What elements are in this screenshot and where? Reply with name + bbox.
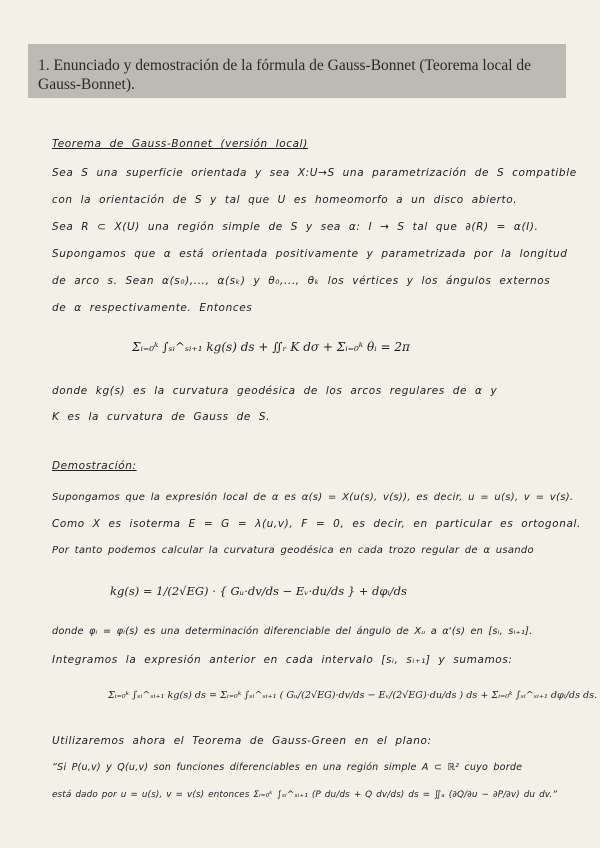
proof-line: Por tanto podemos calcular la curvatura geodésica en cada trozo regular de α usando xyxy=(52,545,534,556)
theorem-line: Sea R ⊂ X(U) una región simple de S y sea α: I → S tal que ∂(R) = α(I). xyxy=(52,221,539,233)
section-header xyxy=(28,44,566,98)
section-title-text: Enunciado y demostración de la fórmula de Gauss-Bonnet (Teorema local de Gauss-Bonnet). xyxy=(38,57,532,93)
theorem-line: Supongamos que α está orientada positivamente y parametrizada por la longitud xyxy=(52,248,568,260)
theorem-line: con la orientación de S y tal que U es homeomorfo a un disco abierto. xyxy=(52,194,518,206)
proof-heading: Demostración: xyxy=(52,460,137,472)
integral-sum-formula: Σᵢ₌₀ᵏ ∫ₛᵢ^ₛᵢ₊₁ kg(s) ds = Σᵢ₌₀ᵏ ∫ₛᵢ^ₛᵢ₊₁ ( Gᵤ/(2√EG)·dv/ds − Eᵥ/(2√EG)·du/ds ) ds + Σᵢ₌₀ᵏ ∫ₛᵢ^ₛᵢ₊₁ dφᵢ/ds ds. xyxy=(108,690,598,701)
proof-line: Utilizaremos ahora el Teorema de Gauss-Green en el plano: xyxy=(52,735,432,747)
theorem-line: Sea S una superficie orientada y sea X:U→S una parametrización de S compatible xyxy=(52,167,577,179)
theorem-after-line: K es la curvatura de Gauss de S. xyxy=(52,411,271,423)
proof-line: Integramos la expresión anterior en cada intervalo [sᵢ, sᵢ₊₁] y sumamos: xyxy=(52,654,513,666)
section-number: 1. xyxy=(38,57,50,74)
theorem-line: de arco s. Sean α(s₀),..., α(sₖ) y θ₀,..., θₖ los vértices y los ángulos externos xyxy=(52,275,551,287)
geodesic-curvature-formula: kg(s) = 1/(2√EG) · { Gᵤ·dv/ds − Eᵥ·du/ds } + dφᵢ/ds xyxy=(110,584,407,598)
proof-line: donde φᵢ = φᵢ(s) es una determinación diferenciable del ángulo de Xᵤ a α'(s) en [sᵢ, sᵢ₊₁]. xyxy=(52,626,533,637)
gauss-green-line: está dado por u = u(s), v = v(s) entonces Σᵢ₌₀ᵏ ∫ₛᵢ^ₛᵢ₊₁ (P du/ds + Q dv/ds) ds = ∬ₐ (∂Q/∂u − ∂P/∂v) du dv.” xyxy=(52,790,558,800)
gauss-bonnet-formula: Σᵢ₌₀ᵏ ∫ₛᵢ^ₛᵢ₊₁ kg(s) ds + ∬ᵣ K dσ + Σᵢ₌₀ᵏ θᵢ = 2π xyxy=(132,340,410,354)
section-title xyxy=(38,56,558,94)
proof-line: Supongamos que la expresión local de α es α(s) = X(u(s), v(s)), es decir, u = u(s), v = v(s). xyxy=(52,492,574,503)
gauss-green-line: “Si P(u,v) y Q(u,v) son funciones diferenciables en una región simple A ⊂ ℝ² cuyo borde xyxy=(52,762,523,773)
theorem-line: de α respectivamente. Entonces xyxy=(52,302,253,314)
proof-line: Como X es isoterma E = G = λ(u,v), F = 0, es decir, en particular es ortogonal. xyxy=(52,518,581,530)
theorem-heading: Teorema de Gauss-Bonnet (versión local) xyxy=(52,138,308,150)
theorem-after-line: donde kg(s) es la curvatura geodésica de los arcos regulares de α y xyxy=(52,385,498,397)
